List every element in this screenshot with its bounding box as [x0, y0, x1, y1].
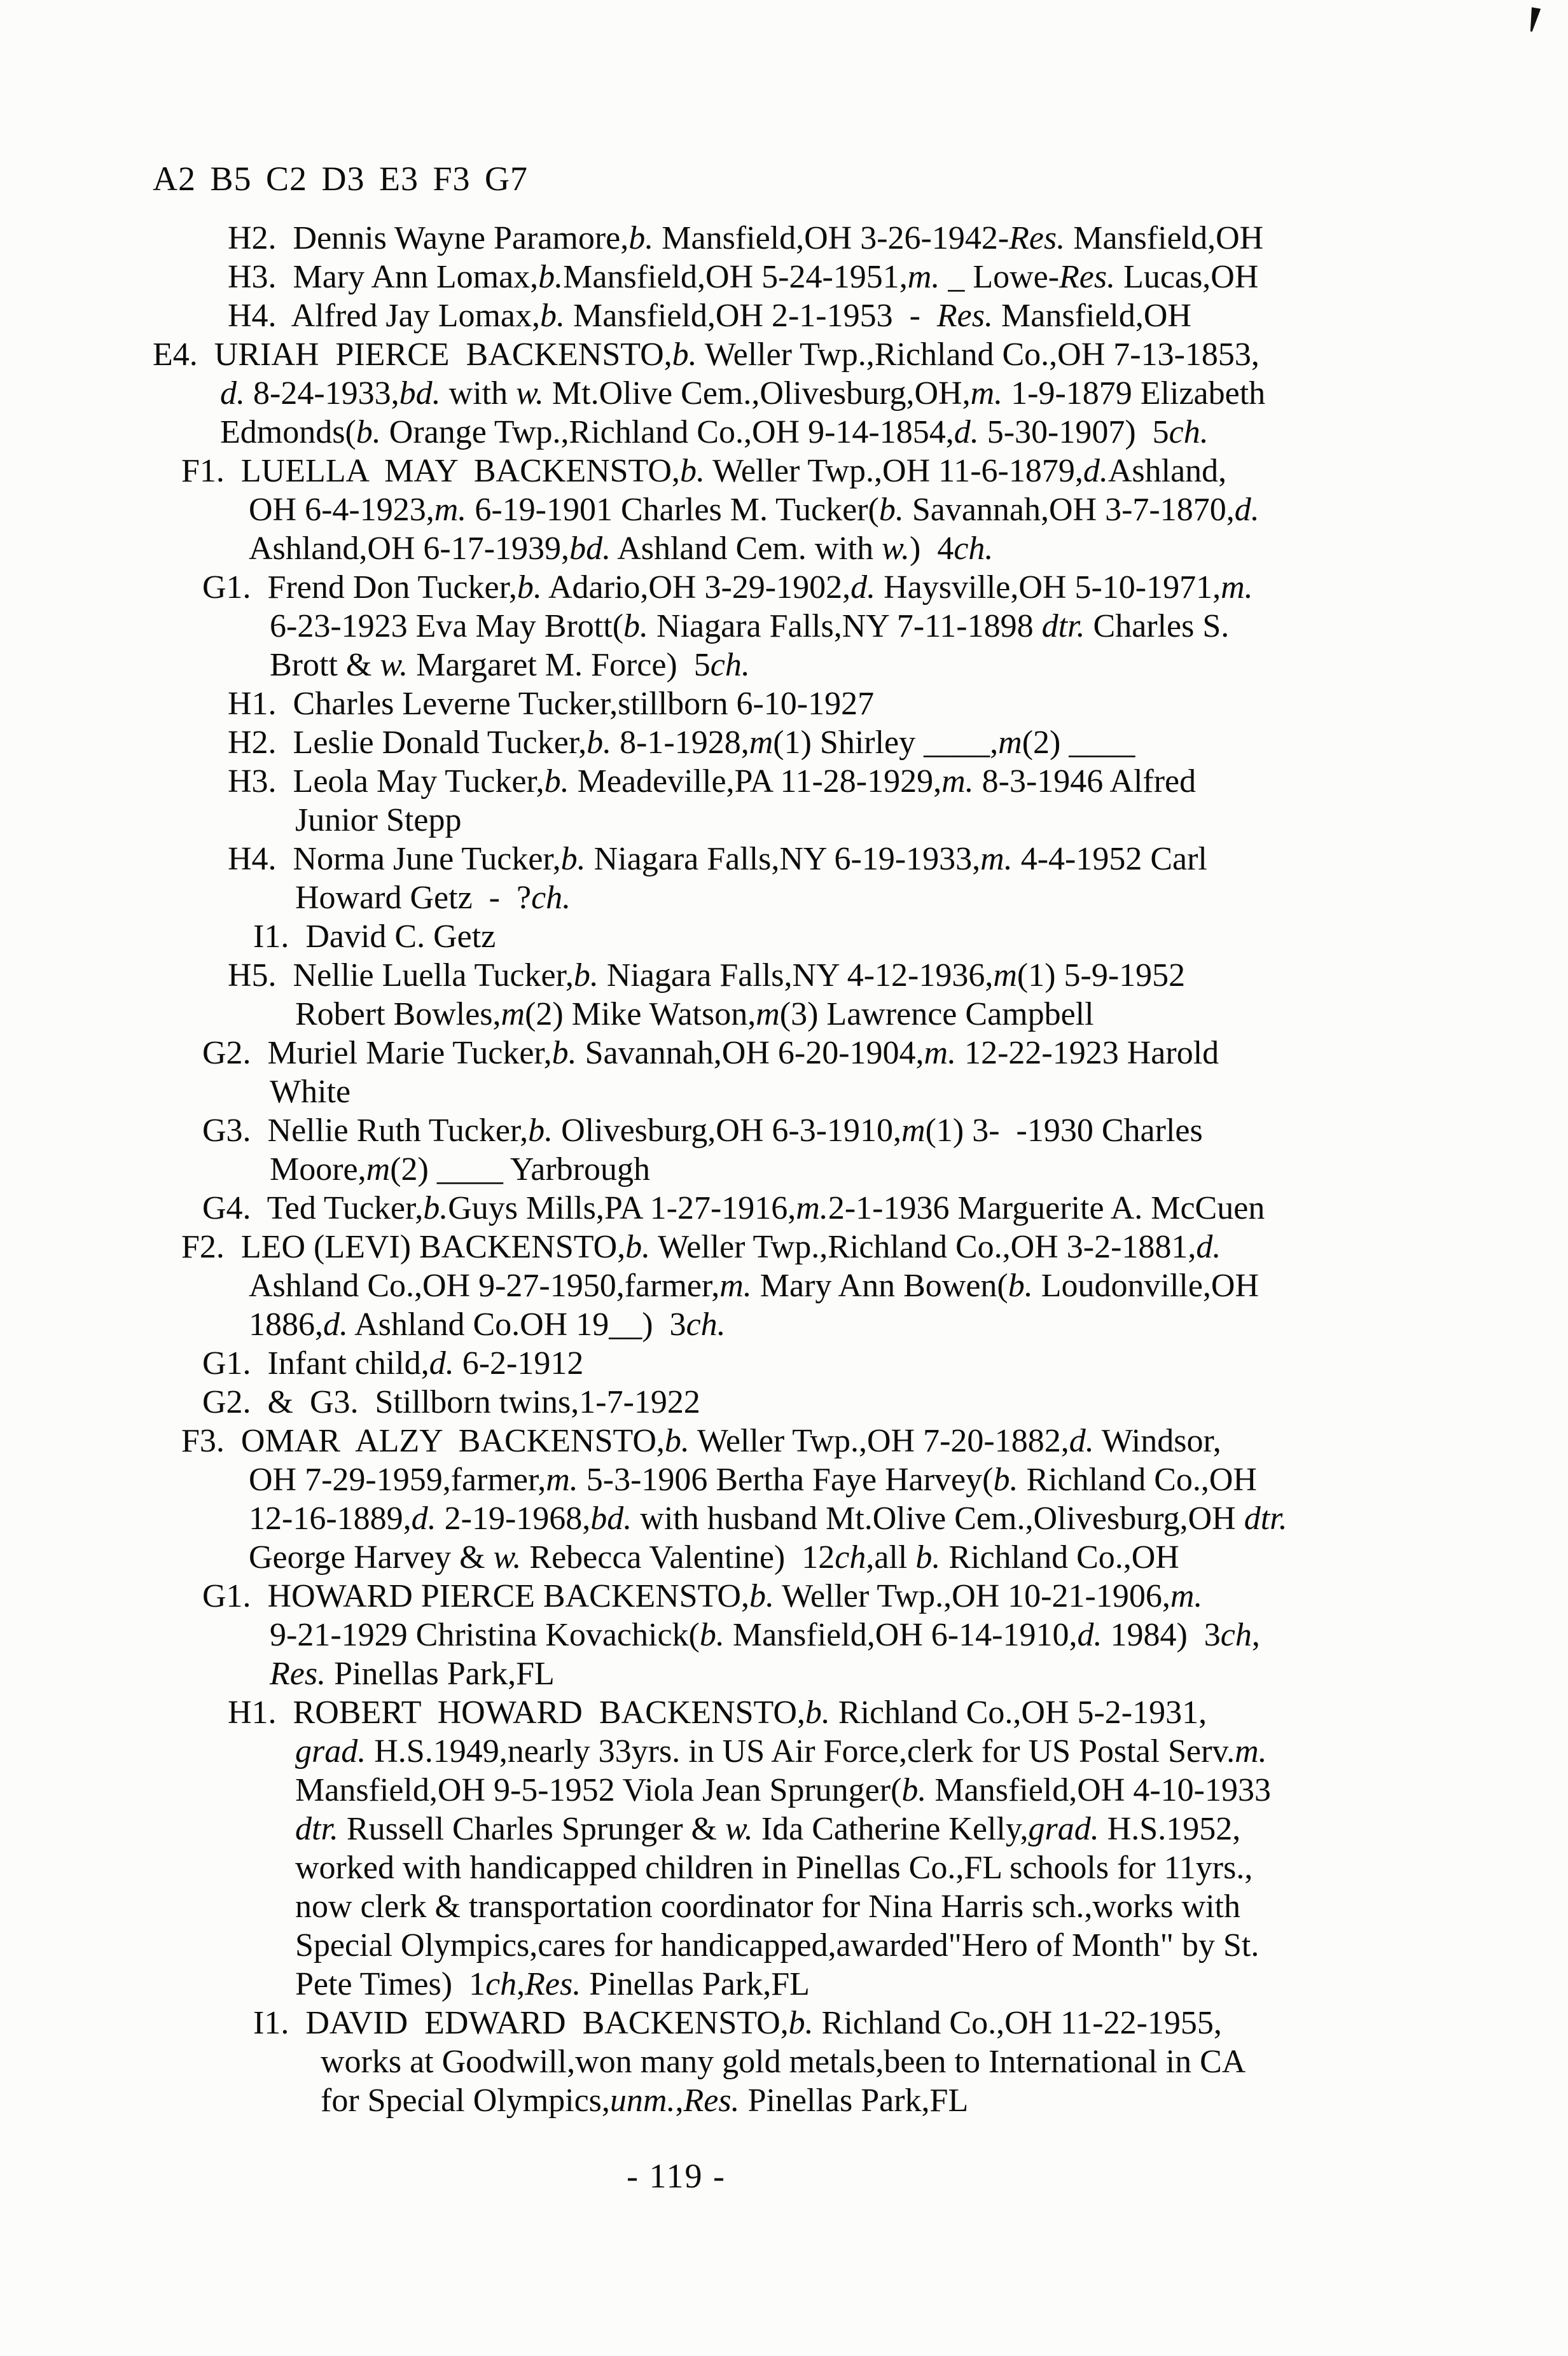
italic-abbreviation: m.: [1170, 1578, 1203, 1614]
italic-abbreviation: m: [749, 724, 774, 761]
italic-abbreviation: b.: [573, 957, 599, 994]
italic-abbreviation: b.: [528, 1112, 553, 1149]
italic-abbreviation: grad.: [295, 1733, 366, 1770]
italic-abbreviation: m.: [796, 1190, 828, 1226]
text-line: dtr. Russell Charles Sprunger & w. Ida Catherine Kelly,grad. H.S.1952,: [295, 1811, 1241, 1847]
italic-abbreviation: m: [756, 996, 780, 1032]
italic-abbreviation: w.: [493, 1539, 522, 1576]
text-line: 9-21-1929 Christina Kovachick(b. Mansfield,OH 6-14-1910,d. 1984) 3ch,: [270, 1617, 1260, 1653]
italic-abbreviation: grad.: [1028, 1811, 1099, 1847]
italic-abbreviation: d.: [1069, 1423, 1094, 1459]
italic-abbreviation: m.: [719, 1268, 752, 1304]
italic-abbreviation: d.: [1083, 453, 1108, 489]
italic-abbreviation: m.: [924, 1035, 957, 1071]
italic-abbreviation: b.: [560, 841, 586, 877]
text-line: G1. Infant child,d. 6-2-1912: [202, 1345, 584, 1382]
italic-abbreviation: b.: [540, 298, 565, 334]
text-line: works at Goodwill,won many gold metals,been to International in CA: [321, 2044, 1246, 2080]
italic-abbreviation: b.: [623, 608, 649, 644]
text-line: Special Olympics,cares for handicapped,awarded"Hero of Month" by St.: [295, 1927, 1259, 1964]
italic-abbreviation: d.: [850, 569, 876, 606]
italic-abbreviation: b.: [552, 1035, 577, 1071]
italic-abbreviation: ch.: [954, 530, 994, 567]
italic-abbreviation: m.: [970, 375, 1003, 412]
italic-abbreviation: b.: [664, 1423, 690, 1459]
text-line: H2. Dennis Wayne Paramore,b. Mansfield,OH 3-26-1942-Res. Mansfield,OH: [228, 220, 1264, 256]
italic-abbreviation: d.: [1196, 1229, 1221, 1265]
italic-abbreviation: ch.: [1169, 414, 1209, 450]
italic-abbreviation: ch.: [531, 880, 571, 916]
italic-abbreviation: b.: [699, 1617, 725, 1653]
text-line: Ashland,OH 6-17-1939,bd. Ashland Cem. with w.) 4ch.: [249, 530, 994, 567]
text-line: H3. Leola May Tucker,b. Meadeville,PA 11-28-1929,m. 8-3-1946 Alfred: [228, 763, 1197, 800]
italic-abbreviation: d.: [1077, 1617, 1102, 1653]
text-line: OH 7-29-1959,farmer,m. 5-3-1906 Bertha Faye Harvey(b. Richland Co.,OH: [249, 1462, 1257, 1498]
text-line: Brott & w. Margaret M. Force) 5ch.: [270, 647, 750, 683]
text-line: Howard Getz - ?ch.: [295, 880, 571, 916]
text-line: H3. Mary Ann Lomax,b.Mansfield,OH 5-24-1951,m. _ Lowe-Res. Lucas,OH: [228, 259, 1259, 295]
text-line: F2. LEO (LEVI) BACKENSTO,b. Weller Twp.,Richland Co.,OH 3-2-1881,d.: [181, 1229, 1221, 1265]
italic-abbreviation: b.: [628, 220, 654, 256]
text-line: Robert Bowles,m(2) Mike Watson,m(3) Lawrence Campbell: [295, 996, 1094, 1032]
italic-abbreviation: b.: [625, 1229, 651, 1265]
italic-abbreviation: b.: [672, 336, 697, 373]
text-line: I1. DAVID EDWARD BACKENSTO,b. Richland Co.,OH 11-22-1955,: [253, 2005, 1222, 2041]
text-line: Junior Stepp: [295, 802, 462, 838]
text-line: H1. ROBERT HOWARD BACKENSTO,b. Richland Co.,OH 5-2-1931,: [228, 1694, 1207, 1731]
italic-abbreviation: b.: [356, 414, 381, 450]
italic-abbreviation: w.: [882, 530, 910, 567]
italic-abbreviation: dtr.: [295, 1811, 338, 1847]
text-line: F1. LUELLA MAY BACKENSTO,b. Weller Twp.,OH 11-6-1879,d.Ashland,: [181, 453, 1227, 489]
text-line: G2. & G3. Stillborn twins,1-7-1922: [202, 1384, 700, 1420]
text-line: Ashland Co.,OH 9-27-1950,farmer,m. Mary Ann Bowen(b. Loudonville,OH: [249, 1268, 1259, 1304]
text-line: OH 6-4-1923,m. 6-19-1901 Charles M. Tucker(b. Savannah,OH 3-7-1870,d.: [249, 492, 1259, 528]
italic-abbreviation: m: [901, 1112, 926, 1149]
italic-abbreviation: w.: [516, 375, 544, 412]
text-line: H4. Alfred Jay Lomax,b. Mansfield,OH 2-1-1953 - Res. Mansfield,OH: [228, 298, 1191, 334]
italic-abbreviation: dtr.: [1041, 608, 1085, 644]
text-line: G2. Muriel Marie Tucker,b. Savannah,OH 6-20-1904,m. 12-22-1923 Harold: [202, 1035, 1219, 1071]
italic-abbreviation: b.: [878, 492, 904, 528]
italic-abbreviation: b.: [749, 1578, 774, 1614]
italic-abbreviation: b.: [1008, 1268, 1033, 1304]
italic-abbreviation: w.: [380, 647, 408, 683]
text-line: G3. Nellie Ruth Tucker,b. Olivesburg,OH 6-3-1910,m(1) 3- -1930 Charles: [202, 1112, 1203, 1149]
italic-abbreviation: d.: [220, 375, 245, 412]
italic-abbreviation: ch: [485, 1966, 517, 2002]
lineage-code-header: A2 B5 C2 D3 E3 F3 G7: [153, 160, 529, 198]
italic-abbreviation: b.: [679, 453, 705, 489]
text-line: G4. Ted Tucker,b.Guys Mills,PA 1-27-1916,m.2-1-1936 Marguerite A. McCuen: [202, 1190, 1265, 1226]
text-line: G1. Frend Don Tucker,b. Adario,OH 3-29-1902,d. Haysville,OH 5-10-1971,m.: [202, 569, 1253, 606]
text-line: I1. David C. Getz: [253, 918, 496, 955]
text-line: Moore,m(2) ____ Yarbrough: [270, 1151, 650, 1188]
italic-abbreviation: d.: [1234, 492, 1259, 528]
italic-abbreviation: b.: [915, 1539, 941, 1576]
scan-corner-mark: [1526, 7, 1541, 32]
text-line: Mansfield,OH 9-5-1952 Viola Jean Sprunger(b. Mansfield,OH 4-10-1933: [295, 1772, 1271, 1808]
italic-abbreviation: d.: [429, 1345, 454, 1382]
italic-abbreviation: m: [993, 957, 1017, 994]
italic-abbreviation: b.: [517, 569, 542, 606]
italic-abbreviation: dtr.: [1244, 1500, 1287, 1537]
text-line: Edmonds(b. Orange Twp.,Richland Co.,OH 9-14-1854,d. 5-30-1907) 5ch.: [220, 414, 1209, 450]
italic-abbreviation: d.: [411, 1500, 436, 1537]
italic-abbreviation: b.: [544, 763, 569, 800]
text-line: 6-23-1923 Eva May Brott(b. Niagara Falls,NY 7-11-1898 dtr. Charles S.: [270, 608, 1230, 644]
italic-abbreviation: b.: [901, 1772, 927, 1808]
text-line: worked with handicapped children in Pinellas Co.,FL schools for 11yrs.,: [295, 1850, 1253, 1886]
italic-abbreviation: bd.: [590, 1500, 632, 1537]
italic-abbreviation: Res.: [1009, 220, 1065, 256]
italic-abbreviation: d.: [954, 414, 979, 450]
italic-abbreviation: m: [998, 724, 1022, 761]
text-line: White: [270, 1074, 351, 1110]
italic-abbreviation: bd.: [569, 530, 611, 567]
italic-abbreviation: m.: [434, 492, 467, 528]
italic-abbreviation: d.: [323, 1306, 348, 1343]
text-line: grad. H.S.1949,nearly 33yrs. in US Air Force,clerk for US Postal Serv.m.: [295, 1733, 1267, 1770]
italic-abbreviation: w.: [725, 1811, 753, 1847]
text-line: Res. Pinellas Park,FL: [270, 1656, 555, 1692]
italic-abbreviation: bd.: [399, 375, 441, 412]
italic-abbreviation: m.: [941, 763, 974, 800]
italic-abbreviation: m.: [980, 841, 1013, 877]
italic-abbreviation: Res.: [270, 1656, 326, 1692]
text-line: H4. Norma June Tucker,b. Niagara Falls,NY 6-19-1933,m. 4-4-1952 Carl: [228, 841, 1207, 877]
italic-abbreviation: b.: [586, 724, 612, 761]
italic-abbreviation: m.: [1235, 1733, 1267, 1770]
italic-abbreviation: b.: [538, 259, 564, 295]
text-line: d. 8-24-1933,bd. with w. Mt.Olive Cem.,Olivesburg,OH,m. 1-9-1879 Elizabeth: [220, 375, 1266, 412]
italic-abbreviation: b.: [788, 2005, 814, 2041]
text-line: G1. HOWARD PIERCE BACKENSTO,b. Weller Twp.,OH 10-21-1906,m.: [202, 1578, 1203, 1614]
italic-abbreviation: m: [366, 1151, 391, 1188]
text-line: 12-16-1889,d. 2-19-1968,bd. with husband Mt.Olive Cem.,Olivesburg,OH dtr.: [249, 1500, 1287, 1537]
text-line: H1. Charles Leverne Tucker,stillborn 6-10-1927: [228, 686, 875, 722]
text-line: now clerk & transportation coordinator for Nina Harris sch.,works with: [295, 1888, 1240, 1925]
text-line: George Harvey & w. Rebecca Valentine) 12ch,all b. Richland Co.,OH: [249, 1539, 1179, 1576]
genealogy-lines: [153, 219, 1488, 2120]
text-line: for Special Olympics,unm.,Res. Pinellas Park,FL: [321, 2082, 969, 2119]
italic-abbreviation: ch.: [710, 647, 750, 683]
italic-abbreviation: b.: [993, 1462, 1018, 1498]
text-line: H5. Nellie Luella Tucker,b. Niagara Falls,NY 4-12-1936,m(1) 5-9-1952: [228, 957, 1186, 994]
italic-abbreviation: m.: [546, 1462, 578, 1498]
italic-abbreviation: m.: [1221, 569, 1253, 606]
italic-abbreviation: Res.: [1059, 259, 1116, 295]
italic-abbreviation: Res.: [525, 1966, 581, 2002]
italic-abbreviation: ch: [1220, 1617, 1252, 1653]
italic-abbreviation: b.: [423, 1190, 448, 1226]
italic-abbreviation: b.: [805, 1694, 830, 1731]
italic-abbreviation: m.: [907, 259, 940, 295]
text-line: E4. URIAH PIERCE BACKENSTO,b. Weller Twp.,Richland Co.,OH 7-13-1853,: [153, 336, 1259, 373]
italic-abbreviation: m: [501, 996, 525, 1032]
italic-abbreviation: ch.: [686, 1306, 726, 1343]
text-line: Pete Times) 1ch,Res. Pinellas Park,FL: [295, 1966, 810, 2002]
italic-abbreviation: Res.: [683, 2082, 740, 2119]
text-line: H2. Leslie Donald Tucker,b. 8-1-1928,m(1) Shirley ____,m(2) ____: [228, 724, 1135, 761]
page-content: [153, 159, 1488, 2196]
text-line: F3. OMAR ALZY BACKENSTO,b. Weller Twp.,OH 7-20-1882,d. Windsor,: [181, 1423, 1221, 1459]
page-number: - 119 -: [627, 2157, 726, 2195]
text-line: 1886,d. Ashland Co.OH 19__) 3ch.: [249, 1306, 726, 1343]
italic-abbreviation: ch: [835, 1539, 866, 1576]
italic-abbreviation: Res.: [936, 298, 994, 334]
italic-abbreviation: unm.: [609, 2082, 676, 2119]
